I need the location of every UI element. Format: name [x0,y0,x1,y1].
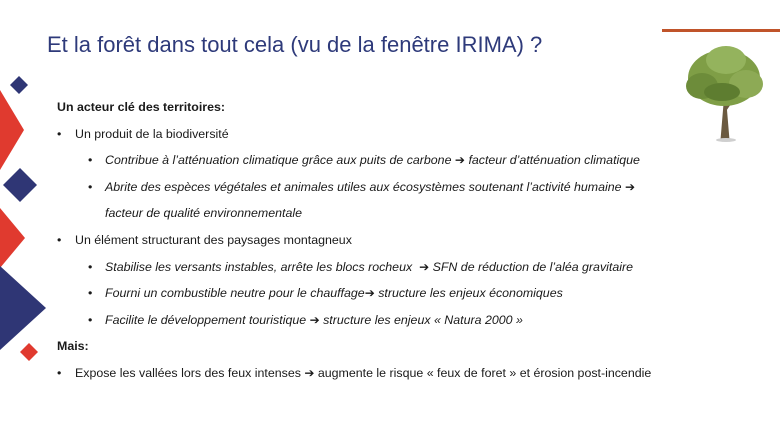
bullet-result: augmente le risque « feux de foret » et érosion post-incendie [317,365,652,380]
bullet-icon: • [57,126,62,141]
bullet-text: Un élément structurant des paysages montagneux [75,232,352,247]
bullet-icon: • [57,365,62,380]
bullet-feux [57,360,757,387]
bullet-icon: • [57,232,62,247]
sub-bullet-text: Facilite le développement touristique [105,312,307,327]
arrow-icon: ➔ [419,259,430,274]
tree-foliage-top [706,46,746,74]
sub-bullet-result: structure les enjeux économiques [378,286,563,301]
sub-bullet-result: structure les enjeux « Natura 2000 » [323,312,523,327]
sub-bullet-text: Stabilise les versants instables, arrête les blocs rocheux [105,259,413,274]
sub-bullet-especes [57,174,757,201]
diamond-red-2 [0,208,25,268]
sub-bullet-result: SFN de réduction de l’aléa gravitaire [432,259,634,274]
sub-bullet-combustible [57,280,757,307]
slide-title: Et la forêt dans tout cela (vu de la fenêtre IRIMA) ? [47,32,543,57]
diamond-navy-large [0,266,46,350]
arrow-icon: ➔ [454,153,465,168]
sub-bullet-text: Abrite des espèces végétales et animales utiles aux écosystèmes soutenant l’activité humaine [105,179,622,194]
diamond-navy-small [10,76,28,94]
accent-line [662,29,780,32]
arrow-icon: ➔ [309,312,320,327]
sub-bullet-versants [57,254,757,281]
slide-body [57,94,757,387]
arrow-icon: ➔ [625,179,636,194]
heading-acteur: Un acteur clé des territoires: [57,100,226,114]
diamond-red-small [20,343,38,361]
bullet-icon: • [88,286,93,301]
bullet-icon: • [88,259,93,274]
bullet-paysages [57,227,757,254]
sub-bullet-carbone [57,147,757,174]
arrow-icon: ➔ [304,365,315,380]
sub-bullet-result: facteur d’atténuation climatique [468,153,640,168]
bullet-biodiversite [57,121,757,148]
arrow-icon: ➔ [364,286,375,301]
sub-bullet-tourisme [57,307,757,334]
sub-bullet-text: Fourni un combustible neutre pour le chauffage [105,286,365,301]
bullet-icon: • [88,312,93,327]
bullet-icon: • [88,179,93,194]
decorative-diamonds [0,60,60,380]
sub-bullet-text: Contribue à l’atténuation climatique grâce aux puits de carbone [105,153,452,168]
bullet-icon: • [88,153,93,168]
bullet-text: Un produit de la biodiversité [75,126,229,141]
sub-bullet-especes-continued [57,200,757,227]
bullet-text: Expose les vallées lors des feux intenses [75,365,301,380]
diamond-red-1 [0,90,24,170]
sub-bullet-result: facteur de qualité environnementale [105,206,303,221]
diamond-navy-mid [3,168,37,202]
heading-mais: Mais: [57,339,89,354]
